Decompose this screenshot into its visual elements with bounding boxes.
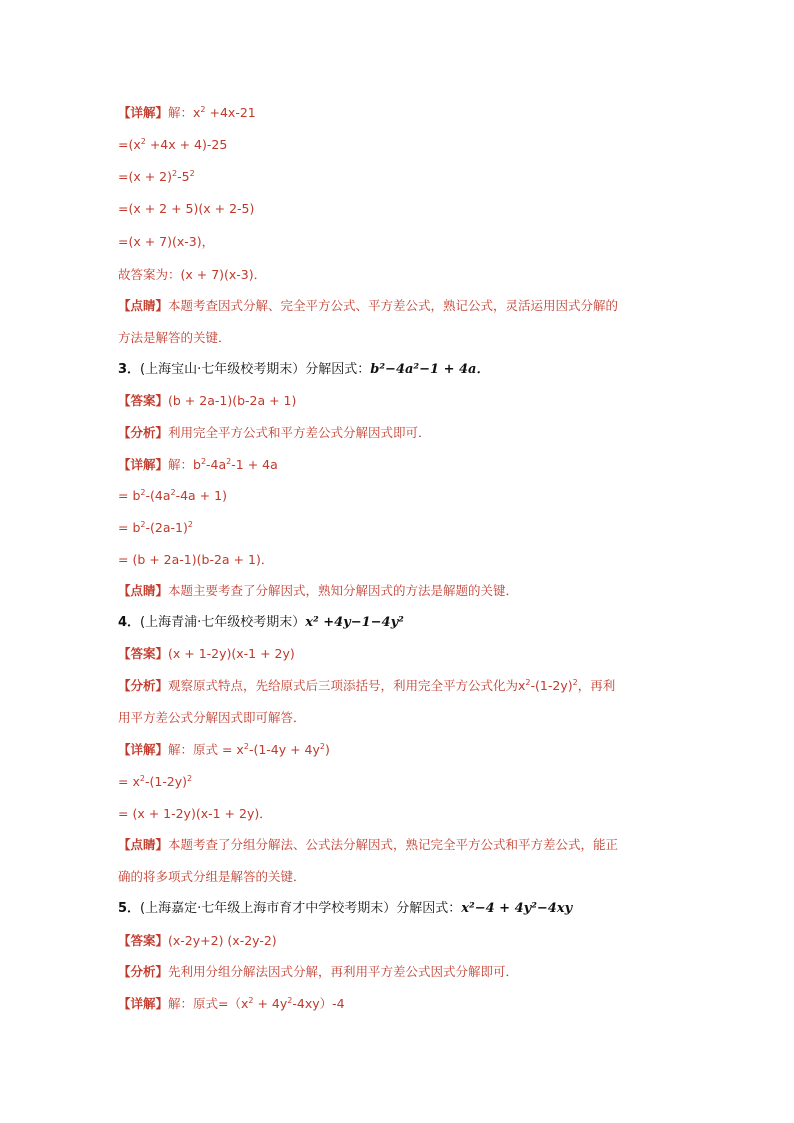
q2-final-answer: 故答案为：(x + 7)(x-3)． [118, 267, 267, 282]
question-number: 5． [118, 901, 141, 916]
question-number: 3． [118, 362, 141, 377]
q4-comment-line-1: 【点睛】本题考查了分组分解法、公式法分解因式，熟记完全平方公式和平方差公式，能正 [118, 837, 619, 852]
question-expression: x²−4 + 4y²−4xy [461, 901, 573, 916]
question-number: 4． [118, 615, 141, 630]
q4-detail-line-1: 【详解】解：原式 = $x^2-(1-4y + 4y^2)$ [118, 742, 330, 757]
q2-detail-line-5: =(x + 7)(x-3)， [118, 234, 215, 249]
q3-answer: 【答案】(b + 2a-1)(b-2a + 1) [118, 393, 297, 408]
q3-detail-line-1: 【详解】解：$b^2-4a^2-1 + 4a$ [118, 457, 278, 472]
q2-comment-line-2: 方法是解答的关键． [118, 330, 231, 345]
question-expression: b²−4a²−1 + 4a． [370, 362, 490, 377]
q2-detail-line-4: =(x + 2 + 5)(x + 2-5) [118, 201, 255, 216]
question-expression: x² +4y−1−4y² [305, 615, 404, 630]
question-5-title: 5．(上海嘉定·七年级上海市育才中学校考期末）分解因式：x²−4 + 4y²−4xy [118, 901, 573, 916]
q4-analysis-line-1: 【分析】观察原式特点，先给原式后三项添括号，利用完全平方公式化为$x^2-(1-2y)^2$，再利 [118, 678, 616, 693]
question-3-title: 3．(上海宝山·七年级校考期末）分解因式：b²−4a²−1 + 4a． [118, 362, 490, 377]
q3-detail-line-4: = (b + 2a-1)(b-2a + 1)． [118, 552, 274, 567]
q5-analysis: 【分析】先利用分组分解法因式分解，再利用平方差公式因式分解即可． [118, 964, 519, 979]
q3-detail-line-3: = $b^2-(2a-1)^2$ [118, 520, 193, 535]
q2-comment-line-1: 【点睛】本题考查因式分解、完全平方公式、平方差公式，熟记公式，灵活运用因式分解的 [118, 298, 619, 313]
comment-label: 【点睛】 [118, 298, 169, 313]
q4-detail-line-3: = (x + 1-2y)(x-1 + 2y)． [118, 806, 272, 821]
question-4-title: 4．(上海青浦·七年级校考期末）x² +4y−1−4y² [118, 615, 404, 630]
detail-label: 【详解】 [118, 105, 169, 120]
q4-detail-line-2: = $x^2-(1-2y)^2$ [118, 774, 193, 789]
q5-detail-line-1: 【详解】解：原式$=(x^2 + 4y^2-4xy)-4$ [118, 996, 345, 1011]
q4-analysis-line-2: 用平方差公式分解因式即可解答． [118, 710, 306, 725]
q4-comment-line-2: 确的将多项式分组是解答的关键． [118, 869, 306, 884]
q3-detail-line-2: = $b^2-(4a^2-4a + 1)$ [118, 488, 227, 503]
q3-analysis: 【分析】利用完全平方公式和平方差公式分解因式即可． [118, 425, 431, 440]
q2-detail-line-2: $=(x^2 +4x + 4)-25$ [118, 137, 228, 152]
q5-answer: 【答案】(x-2y+2) (x-2y-2) [118, 933, 277, 948]
q2-detail-line-3: $=(x + 2)^2-5^2$ [118, 169, 195, 184]
q3-comment: 【点睛】本题主要考查了分解因式，熟知分解因式的方法是解题的关键． [118, 583, 519, 598]
q2-detail-line-1: 【详解】解：$x^2 +4x-21$ [118, 105, 256, 120]
q4-answer: 【答案】(x + 1-2y)(x-1 + 2y) [118, 646, 295, 661]
